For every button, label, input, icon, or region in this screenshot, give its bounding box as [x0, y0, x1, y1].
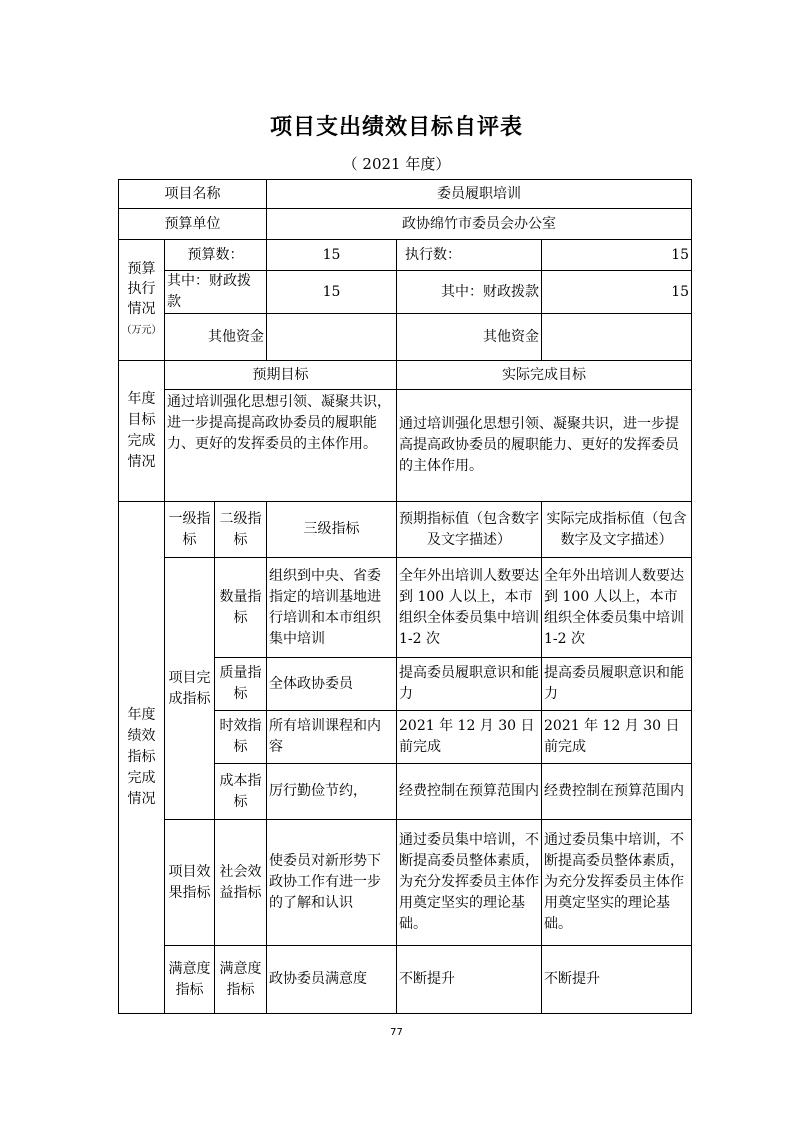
other-funds-row [119, 314, 692, 361]
exec-amount-label: 执行数： [397, 240, 542, 271]
actual-goal-text: 通过培训强化思想引领、凝聚共识，进一步提高提高政协委员的履职能力、更好的发挥委员的主体作用。 [397, 390, 692, 502]
budget-amount-value: 15 [267, 240, 397, 271]
other-funds-value-left [267, 314, 397, 361]
budget-unit-note: （万元） [121, 325, 162, 336]
level2-cell: 质量指标 [215, 658, 267, 711]
budget-amount-label: 预算数： [165, 240, 267, 271]
goals-header-row [119, 361, 692, 390]
level3-cell: 政协委员满意度 [267, 946, 397, 1014]
other-funds-value-right [542, 314, 692, 361]
fiscal-row [119, 271, 692, 314]
table-row [119, 558, 692, 658]
table-row [119, 820, 692, 946]
header-level2: 二级指标 [215, 502, 267, 558]
expected-cell: 全年外出培训人数要达到 100 人以上，本市组织全体委员集中培训 1-2 次 [397, 558, 542, 658]
page-subtitle-year: （ 2021 年度） [342, 155, 451, 173]
table-row [119, 946, 692, 1014]
fiscal-label-right: 其中：财政拨款 [397, 271, 542, 314]
fiscal-label-left: 其中：财政拨款 [165, 271, 267, 314]
page-number: 77 [390, 1027, 403, 1038]
expected-goal-header: 预期目标 [165, 361, 397, 390]
indicators-header-row [119, 502, 692, 558]
group-satisfaction-label: 满意度指标 [165, 946, 215, 1014]
budget-unit-row [119, 209, 692, 240]
actual-cell: 提高委员履职意识和能力 [542, 658, 692, 711]
project-name-label: 项目名称 [119, 180, 267, 209]
level2-cell: 时效指标 [215, 711, 267, 764]
actual-goal-header: 实际完成目标 [397, 361, 692, 390]
goals-section-label: 年度目标完成情况 [119, 361, 165, 502]
expected-cell: 经费控制在预算范围内 [397, 764, 542, 820]
level3-cell: 使委员对新形势下政协工作有进一步的了解和认识 [267, 820, 397, 946]
performance-table [118, 179, 692, 1014]
expected-cell: 2021 年 12 月 30 日前完成 [397, 711, 542, 764]
budget-unit-value: 政协绵竹市委员会办公室 [267, 209, 692, 240]
level2-cell: 社会效益指标 [215, 820, 267, 946]
other-funds-label-left: 其他资金 [165, 314, 267, 361]
header-actual: 实际完成指标值（包含数字及文字描述） [542, 502, 692, 558]
expected-cell: 提高委员履职意识和能力 [397, 658, 542, 711]
header-level3: 三级指标 [267, 502, 397, 558]
project-name-value: 委员履职培训 [267, 180, 692, 209]
budget-section-label: 预算执行情况 （万元） [119, 240, 165, 361]
header-level1: 一级指标 [165, 502, 215, 558]
project-name-row [119, 180, 692, 209]
group-completion-label: 项目完成指标 [165, 558, 215, 820]
fiscal-value-left: 15 [267, 271, 397, 314]
actual-cell: 经费控制在预算范围内 [542, 764, 692, 820]
level2-cell: 满意度指标 [215, 946, 267, 1014]
level3-cell: 组织到中央、省委指定的培训基地进行培训和本市组织集中培训 [267, 558, 397, 658]
exec-amount-value: 15 [542, 240, 692, 271]
actual-cell: 通过委员集中培训，不断提高委员整体素质，为充分发挥委员主体作用奠定坚实的理论基础。 [542, 820, 692, 946]
group-effect-label: 项目效果指标 [165, 820, 215, 946]
expected-cell: 不断提升 [397, 946, 542, 1014]
level3-cell: 所有培训课程和内容 [267, 711, 397, 764]
level2-cell: 成本指标 [215, 764, 267, 820]
header-expected: 预期指标值（包含数字及文字描述） [397, 502, 542, 558]
actual-cell: 不断提升 [542, 946, 692, 1014]
actual-cell: 全年外出培训人数要达到 100 人以上，本市组织全体委员集中培训 1-2 次 [542, 558, 692, 658]
goals-content-row [119, 390, 692, 502]
level2-cell: 数量指标 [215, 558, 267, 658]
page-title: 项目支出绩效目标自评表 [269, 115, 523, 140]
fiscal-value-right: 15 [542, 271, 692, 314]
other-funds-label-right: 其他资金 [397, 314, 542, 361]
expected-goal-text: 通过培训强化思想引领、凝聚共识，进一步提高提高政协委员的履职能力、更好的发挥委员的主体作用。 [165, 390, 397, 502]
budget-row [119, 240, 692, 271]
expected-cell: 通过委员集中培训，不断提高委员整体素质，为充分发挥委员主体作用奠定坚实的理论基础。 [397, 820, 542, 946]
level3-cell: 厉行勤俭节约， [267, 764, 397, 820]
indicators-section-label: 年度绩效指标完成情况 [119, 502, 165, 1014]
actual-cell: 2021 年 12 月 30 日前完成 [542, 711, 692, 764]
budget-unit-label: 预算单位 [119, 209, 267, 240]
level3-cell: 全体政协委员 [267, 658, 397, 711]
